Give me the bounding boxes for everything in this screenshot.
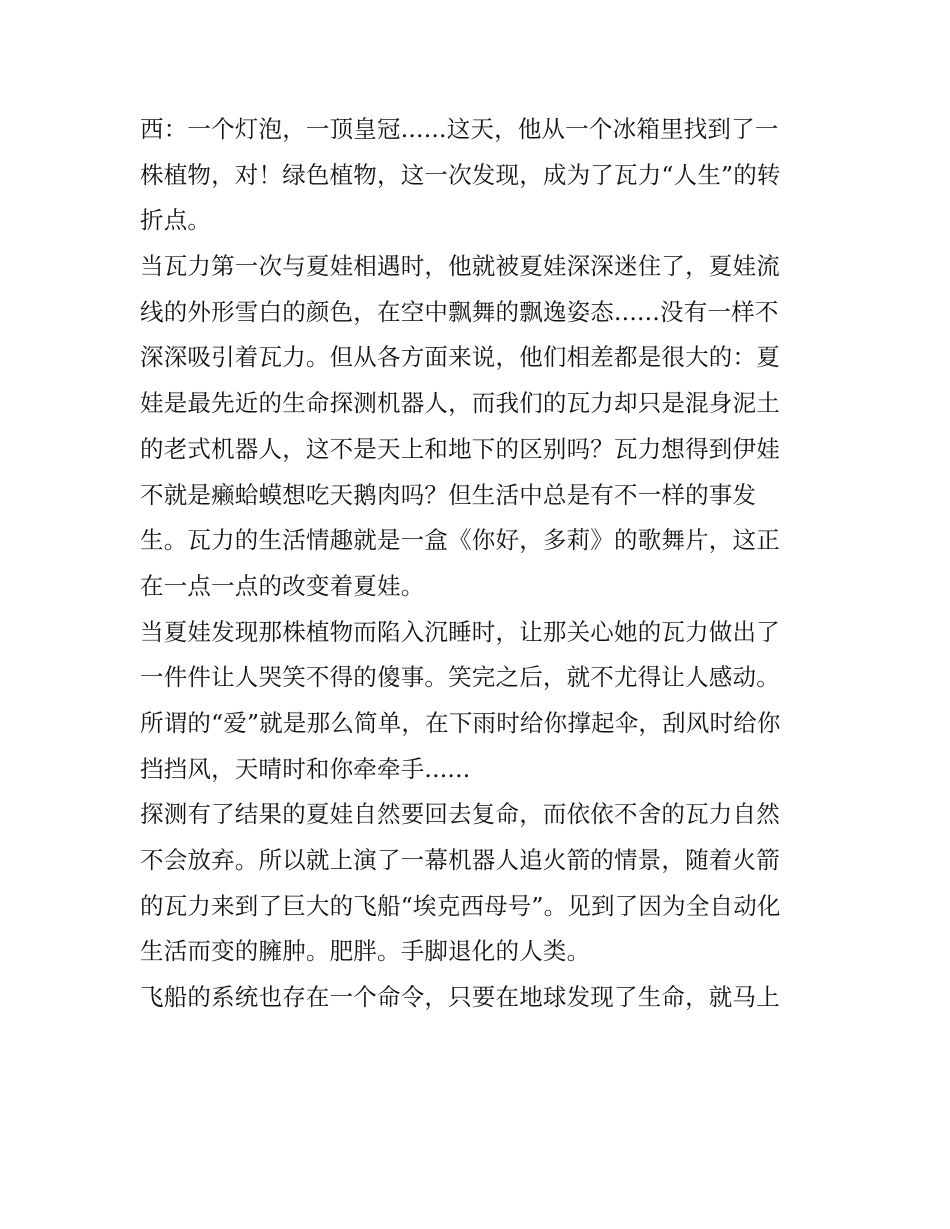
text-line: 娃是最先近的生命探测机器人，而我们的瓦力却只是混身泥土 xyxy=(140,389,780,418)
text-line: 当夏娃发现那株植物而陷入沉睡时，让那关心她的瓦力做出了 xyxy=(140,617,780,646)
body-text xyxy=(140,107,820,1021)
text-line: 挡挡风，天晴时和你牵牵手...... xyxy=(140,754,471,783)
text-line: 不会放弃。所以就上演了一幕机器人追火箭的情景，随着火箭 xyxy=(140,846,780,874)
text-line: 深深吸引着瓦力。但从各方面来说，他们相差都是很大的：夏 xyxy=(140,343,780,372)
text-line: 在一点一点的改变着夏娃。 xyxy=(140,571,425,600)
text-line: 的瓦力来到了巨大的飞船“埃克西母号”。见到了因为全自动化 xyxy=(140,891,781,920)
text-line: 线的外形雪白的颜色，在空中飘舞的飘逸姿态......没有一样不 xyxy=(140,297,779,326)
text-line: 探测有了结果的夏娃自然要回去复命，而依依不舍的瓦力自然 xyxy=(140,800,780,829)
text-line: 西：一个灯泡，一顶皇冠......这天，他从一个冰箱里找到了一 xyxy=(140,115,779,143)
text-line: 飞船的系统也存在一个命令，只要在地球发现了生命，就马上 xyxy=(140,983,780,1012)
text-line: 一件件让人哭笑不得的傻事。笑完之后，就不尤得让人感动。 xyxy=(140,663,780,692)
text-line: 的老式机器人，这不是天上和地下的区别吗？瓦力想得到伊娃 xyxy=(140,434,780,463)
text-line: 不就是癞蛤蟆想吃天鹅肉吗？但生活中总是有不一样的事发 xyxy=(140,480,757,509)
text-line: 生。瓦力的生活情趣就是一盒《你好，多莉》的歌舞片，这正 xyxy=(140,526,780,555)
text-line: 当瓦力第一次与夏娃相遇时，他就被夏娃深深迷住了，夏娃流 xyxy=(140,252,780,281)
text-line: 折点。 xyxy=(140,206,212,235)
text-line: 所谓的“爱”就是那么简单，在下雨时给你撑起伞，刮风时给你 xyxy=(140,708,781,737)
text-line: 生活而变的臃肿。肥胖。手脚退化的人类。 xyxy=(140,937,591,966)
text-line: 株植物，对！绿色植物，这一次发现，成为了瓦力“人生”的转 xyxy=(140,160,781,189)
